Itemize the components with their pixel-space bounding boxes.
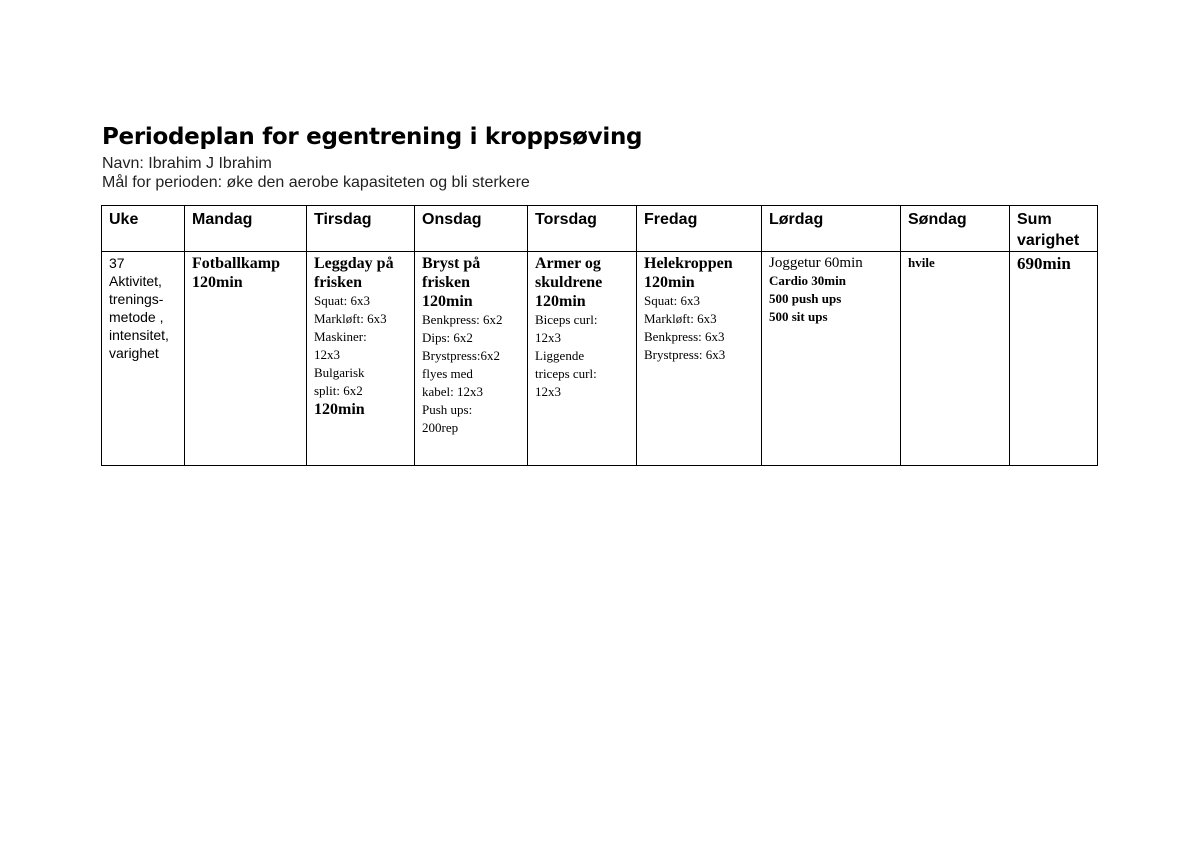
cell-fredag — [637, 252, 762, 466]
exercise-line: triceps curl: — [535, 366, 597, 381]
header-sondag: Søndag — [901, 206, 1010, 252]
exercise-line: Push ups: — [422, 402, 473, 417]
activity-duration: 120min — [644, 274, 695, 291]
week-desc-line: intensitet, — [109, 327, 169, 343]
total-duration: 690min — [1017, 254, 1071, 273]
cell-sum-varighet — [1010, 252, 1098, 466]
cell-mandag — [185, 252, 307, 466]
activity-title: Joggetur 60min — [769, 255, 863, 271]
exercise-line: Markløft: 6x3 — [314, 311, 387, 326]
activity-title: Bryst på — [422, 255, 481, 272]
exercise-line: Bulgarisk — [314, 365, 365, 380]
cell-lordag — [762, 252, 901, 466]
exercise-line: Brystpress:6x2 — [422, 348, 500, 363]
cell-week — [102, 252, 185, 466]
exercise-line: Squat: 6x3 — [314, 293, 370, 308]
header-onsdag: Onsdag — [415, 206, 528, 252]
exercise-line: 12x3 — [535, 330, 561, 345]
document-header — [102, 120, 642, 192]
exercise-line: kabel: 12x3 — [422, 384, 484, 399]
header-uke: Uke — [102, 206, 185, 252]
week-desc-line: Aktivitet, — [109, 273, 162, 289]
exercise-line: Markløft: 6x3 — [644, 311, 717, 326]
exercise-line: Brystpress: 6x3 — [644, 347, 726, 362]
header-lordag: Lørdag — [762, 206, 901, 252]
exercise-line: split: 6x2 — [314, 383, 363, 398]
week-number: 37 — [109, 255, 125, 271]
header-mandag: Mandag — [185, 206, 307, 252]
exercise-line: 200rep — [422, 420, 459, 435]
document-title: Periodeplan for egentrening i kroppsøving — [102, 124, 643, 150]
table-row — [102, 252, 1098, 466]
exercise-line: Cardio 30min — [769, 273, 846, 288]
exercise-line: 12x3 — [314, 347, 340, 362]
exercise-line: Liggende — [535, 348, 585, 363]
header-tirsdag: Tirsdag — [307, 206, 415, 252]
cell-sondag — [901, 252, 1010, 466]
exercise-line: Benkpress: 6x3 — [644, 329, 725, 344]
exercise-line: Biceps curl: — [535, 312, 598, 327]
exercise-line: 12x3 — [535, 384, 561, 399]
activity-duration: 120min — [314, 401, 365, 418]
activity-duration: 120min — [535, 293, 586, 310]
week-desc-line: varighet — [109, 345, 159, 361]
exercise-line: 500 push ups — [769, 291, 842, 306]
week-desc-line: metode , — [109, 309, 164, 325]
exercise-line: Benkpress: 6x2 — [422, 312, 503, 327]
student-name: Navn: Ibrahim J Ibrahim — [102, 155, 272, 172]
header-sum-varighet: Sum varighet — [1010, 206, 1098, 252]
header-fredag: Fredag — [637, 206, 762, 252]
cell-tirsdag — [307, 252, 415, 466]
cell-torsdag — [528, 252, 637, 466]
activity-duration: 120min — [422, 293, 473, 310]
activity-title: frisken — [422, 274, 470, 291]
exercise-line: Dips: 6x2 — [422, 330, 473, 345]
activity-duration: 120min — [192, 274, 243, 291]
header-torsdag: Torsdag — [528, 206, 637, 252]
exercise-line: Squat: 6x3 — [644, 293, 700, 308]
activity-title: Leggday på — [314, 255, 394, 272]
rest-day-label: hvile — [908, 255, 935, 270]
exercise-line: Maskiner: — [314, 329, 367, 344]
exercise-line: 500 sit ups — [769, 309, 828, 324]
activity-title: Helekroppen — [644, 255, 733, 272]
training-plan-table — [101, 205, 1098, 466]
exercise-line: flyes med — [422, 366, 473, 381]
activity-title: frisken — [314, 274, 362, 291]
period-goal: Mål for perioden: øke den aerobe kapasiteten og bli sterkere — [102, 174, 530, 191]
activity-title: skuldrene — [535, 274, 603, 291]
activity-title: Armer og — [535, 255, 601, 272]
header-row — [102, 206, 1098, 252]
week-desc-line: trenings- — [109, 291, 164, 307]
cell-onsdag — [415, 252, 528, 466]
activity-title: Fotballkamp — [192, 255, 281, 272]
